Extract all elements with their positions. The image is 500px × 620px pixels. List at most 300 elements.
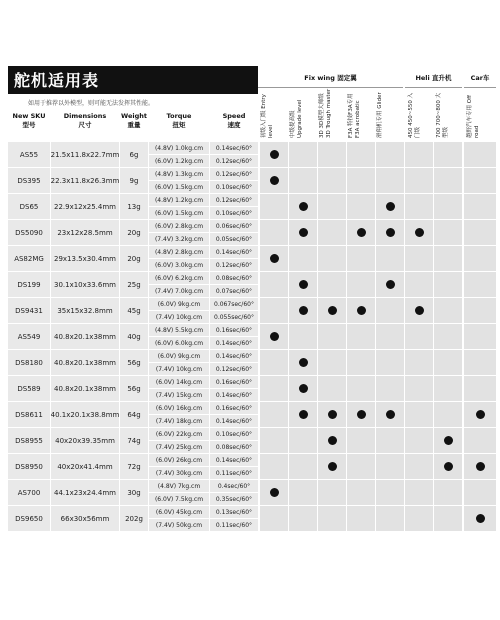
speed-value: 0.14sec/60° (215, 456, 253, 464)
col-car-offroad (467, 88, 481, 138)
category-mark-cell (318, 220, 346, 245)
speed-cell (210, 402, 258, 427)
speed-value: 0.14sec/60° (215, 339, 253, 347)
speed-cell (210, 428, 258, 453)
category-mark-cell (376, 454, 404, 479)
category-mark-cell (405, 142, 433, 167)
speed-value: 0.07sec/60° (215, 287, 253, 295)
category-mark-cell (405, 246, 433, 271)
speed-value: 0.12sec/60° (215, 365, 253, 373)
category-mark-cell (318, 246, 346, 271)
sku-cell: AS549 (8, 324, 50, 349)
speed-value: 0.12sec/60° (215, 157, 253, 165)
category-mark-cell (434, 298, 462, 323)
category-mark-cell (405, 454, 433, 479)
sku-cell: DS8611 (8, 402, 50, 427)
col-fw-glider (377, 88, 391, 138)
category-mark-cell (347, 324, 375, 349)
speed-value: 0.05sec/60° (215, 235, 253, 243)
col-fw-entry (261, 88, 275, 138)
col-car-offroad-label: 越野汽车专用 Off road (467, 95, 480, 138)
category-mark-cell (347, 272, 375, 297)
sku-cell: DS395 (8, 168, 50, 193)
speed-value: 0.12sec/60° (215, 261, 253, 269)
col-fw-3d (319, 88, 333, 138)
speed-value: 0.14sec/60° (215, 352, 253, 360)
category-mark-cell (434, 480, 462, 505)
weight-cell: 6g (120, 142, 148, 167)
category-mark-cell (260, 168, 288, 193)
suitable-dot-icon (299, 410, 308, 419)
suitable-dot-icon (328, 410, 337, 419)
category-mark-cell (318, 402, 346, 427)
torque-cell (149, 142, 209, 167)
col-sku-en: New SKU (12, 112, 46, 120)
col-fw-f3a-label: F3A 特技F3A专用 F3A acrobatic (348, 93, 361, 138)
speed-value: 0.12sec/60° (215, 170, 253, 178)
category-mark-cell (464, 506, 496, 531)
table-row (8, 480, 496, 505)
category-mark-cell (376, 142, 404, 167)
category-mark-cell (347, 194, 375, 219)
torque-cell (149, 220, 209, 245)
category-mark-cell (464, 272, 496, 297)
group-car: Car车 (464, 67, 496, 88)
category-mark-cell (347, 402, 375, 427)
torque-cell (149, 402, 209, 427)
col-speed (210, 112, 258, 140)
category-mark-cell (289, 168, 317, 193)
category-mark-cell (318, 376, 346, 401)
dimensions-cell: 35x15x32.8mm (51, 298, 119, 323)
category-mark-cell (347, 480, 375, 505)
category-mark-cell (318, 168, 346, 193)
category-mark-cell (289, 506, 317, 531)
category-mark-cell (347, 220, 375, 245)
speed-value: 0.11sec/60° (215, 521, 253, 529)
speed-cell (210, 454, 258, 479)
usage-note: 如用于推荐以外模型，则可能无法发挥其性能。 (28, 100, 155, 107)
category-mark-cell (464, 376, 496, 401)
group-heli: Heli 直升机 (405, 67, 462, 88)
speed-value: 0.16sec/60° (215, 378, 253, 386)
category-mark-cell (434, 220, 462, 245)
dimensions-cell: 40.8x20.1x38mm (51, 324, 119, 349)
table-row (8, 350, 496, 375)
torque-value: (7.4V) 7.0kg.cm (154, 287, 204, 295)
category-mark-cell (318, 298, 346, 323)
torque-value: (6.0V) 45kg.cm (155, 508, 203, 516)
category-mark-cell (376, 324, 404, 349)
category-mark-cell (405, 272, 433, 297)
category-mark-cell (347, 376, 375, 401)
col-heli-450 (408, 88, 422, 138)
category-mark-cell (260, 142, 288, 167)
suitable-dot-icon (415, 228, 424, 237)
speed-value: 0.35sec/60° (215, 495, 253, 503)
suitable-dot-icon (357, 410, 366, 419)
col-heli-700 (436, 88, 450, 138)
weight-cell: 202g (120, 506, 148, 531)
suitable-dot-icon (386, 280, 395, 289)
category-mark-cell (347, 428, 375, 453)
speed-cell (210, 376, 258, 401)
col-fw-3d-label: 3D 3D模型大师级 3D Trough master (319, 88, 332, 138)
torque-value: (6.0V) 1.5kg.cm (154, 209, 204, 217)
category-mark-cell (289, 194, 317, 219)
table-row (8, 402, 496, 427)
category-mark-cell (347, 350, 375, 375)
dimensions-cell: 66x30x56mm (51, 506, 119, 531)
category-mark-cell (464, 220, 496, 245)
col-speed-en: Speed (222, 112, 246, 120)
category-mark-cell (289, 376, 317, 401)
suitable-dot-icon (386, 410, 395, 419)
category-mark-cell (464, 298, 496, 323)
sku-cell: AS700 (8, 480, 50, 505)
category-mark-cell (260, 220, 288, 245)
speed-value: 0.10sec/60° (215, 430, 253, 438)
group-fixwing: Fix wing 固定翼 (258, 67, 403, 88)
category-mark-cell (289, 402, 317, 427)
category-mark-cell (464, 428, 496, 453)
dimensions-cell: 40.8x20.1x38mm (51, 350, 119, 375)
speed-cell (210, 298, 258, 323)
table-row (8, 168, 496, 193)
category-mark-cell (289, 142, 317, 167)
page-title: 舵机适用表 (14, 71, 100, 90)
category-mark-cell (405, 402, 433, 427)
category-mark-cell (289, 272, 317, 297)
category-mark-cell (464, 324, 496, 349)
category-mark-cell (318, 480, 346, 505)
category-mark-cell (405, 506, 433, 531)
torque-value: (6.0V) 6.0kg.cm (154, 339, 204, 347)
col-heli-450-label: 450 450~550 入门级 (408, 92, 421, 138)
category-mark-cell (405, 428, 433, 453)
category-mark-cell (464, 168, 496, 193)
suitable-dot-icon (270, 488, 279, 497)
col-fw-f3a (348, 88, 362, 138)
col-heli-700-label: 700 700~800 大型级 (436, 92, 449, 138)
suitable-dot-icon (270, 150, 279, 159)
category-mark-cell (260, 506, 288, 531)
dimensions-cell: 30.1x10x33.6mm (51, 272, 119, 297)
col-fw-upgrade-label: 中级提高级 Upgrade level (290, 99, 303, 138)
speed-cell (210, 272, 258, 297)
category-mark-cell (260, 428, 288, 453)
category-mark-cell (464, 142, 496, 167)
col-torque-zh: 扭矩 (172, 121, 186, 129)
weight-cell: 45g (120, 298, 148, 323)
category-mark-cell (289, 454, 317, 479)
suitable-dot-icon (476, 410, 485, 419)
category-mark-cell (260, 454, 288, 479)
suitable-dot-icon (299, 228, 308, 237)
speed-cell (210, 168, 258, 193)
speed-value: 0.067sec/60° (214, 300, 254, 308)
table-row (8, 324, 496, 349)
table-row (8, 298, 496, 323)
weight-cell: 40g (120, 324, 148, 349)
speed-value: 0.14sec/60° (215, 248, 253, 256)
category-mark-cell (464, 402, 496, 427)
torque-cell (149, 168, 209, 193)
col-dimensions (51, 112, 119, 140)
suitable-dot-icon (299, 358, 308, 367)
col-weight-en: Weight (121, 112, 147, 120)
weight-cell: 20g (120, 246, 148, 271)
torque-value: (6.0V) 9kg.cm (157, 300, 201, 308)
dimensions-cell: 44.1x23x24.4mm (51, 480, 119, 505)
torque-cell (149, 272, 209, 297)
suitable-dot-icon (299, 202, 308, 211)
dimensions-cell: 40.1x20.1x38.8mm (51, 402, 119, 427)
torque-value: (4.8V) 1.3kg.cm (154, 170, 204, 178)
suitable-dot-icon (415, 306, 424, 315)
category-mark-cell (260, 194, 288, 219)
torque-cell (149, 246, 209, 271)
col-torque-en: Torque (166, 112, 192, 120)
category-mark-cell (260, 324, 288, 349)
weight-cell: 64g (120, 402, 148, 427)
title-bar (8, 66, 258, 94)
speed-cell (210, 142, 258, 167)
category-mark-cell (347, 506, 375, 531)
dimensions-cell: 23x12x28.5mm (51, 220, 119, 245)
category-mark-cell (318, 428, 346, 453)
category-mark-cell (434, 246, 462, 271)
col-sku (8, 112, 50, 140)
suitable-dot-icon (328, 436, 337, 445)
suitable-dot-icon (476, 514, 485, 523)
torque-value: (6.0V) 22kg.cm (155, 430, 203, 438)
col-fw-entry-label: 初级入门级 Entry level (261, 94, 274, 138)
torque-value: (7.4V) 30kg.cm (155, 469, 203, 477)
category-mark-cell (376, 428, 404, 453)
category-mark-cell (434, 402, 462, 427)
torque-cell (149, 324, 209, 349)
category-mark-cell (289, 220, 317, 245)
sku-cell: DS65 (8, 194, 50, 219)
category-mark-cell (318, 272, 346, 297)
category-mark-cell (405, 168, 433, 193)
dimensions-cell: 40x20x39.35mm (51, 428, 119, 453)
sku-cell: AS82MG (8, 246, 50, 271)
category-mark-cell (318, 142, 346, 167)
torque-value: (6.0V) 26kg.cm (155, 456, 203, 464)
table-row (8, 142, 496, 167)
table-row (8, 194, 496, 219)
category-mark-cell (464, 350, 496, 375)
speed-value: 0.11sec/60° (215, 469, 253, 477)
table-row (8, 272, 496, 297)
col-sku-zh: 型号 (22, 121, 36, 129)
sku-cell: DS589 (8, 376, 50, 401)
torque-value: (7.4V) 3.2kg.cm (154, 235, 204, 243)
category-mark-cell (347, 142, 375, 167)
torque-value: (7.4V) 50kg.cm (155, 521, 203, 529)
category-mark-cell (405, 480, 433, 505)
category-mark-cell (318, 324, 346, 349)
weight-cell: 25g (120, 272, 148, 297)
torque-value: (4.8V) 7kg.cm (157, 482, 201, 490)
torque-value: (6.0V) 16kg.cm (155, 404, 203, 412)
torque-value: (7.4V) 10kg.cm (155, 365, 203, 373)
category-mark-cell (376, 298, 404, 323)
category-mark-cell (464, 454, 496, 479)
weight-cell: 30g (120, 480, 148, 505)
speed-value: 0.16sec/60° (215, 326, 253, 334)
col-weight (120, 112, 148, 140)
table-row (8, 506, 496, 531)
speed-value: 0.14sec/60° (215, 144, 253, 152)
sku-cell: DS199 (8, 272, 50, 297)
category-mark-cell (318, 506, 346, 531)
torque-value: (7.4V) 25kg.cm (155, 443, 203, 451)
sku-cell: DS9650 (8, 506, 50, 531)
category-mark-cell (289, 350, 317, 375)
category-mark-cell (376, 402, 404, 427)
speed-value: 0.12sec/60° (215, 196, 253, 204)
torque-value: (6.0V) 2.8kg.cm (154, 222, 204, 230)
category-mark-cell (376, 480, 404, 505)
speed-cell (210, 246, 258, 271)
speed-cell (210, 324, 258, 349)
sku-cell: DS5090 (8, 220, 50, 245)
category-mark-cell (347, 454, 375, 479)
category-mark-cell (405, 324, 433, 349)
dimensions-cell: 22.9x12x25.4mm (51, 194, 119, 219)
speed-cell (210, 480, 258, 505)
torque-cell (149, 194, 209, 219)
category-mark-cell (260, 376, 288, 401)
weight-cell: 13g (120, 194, 148, 219)
torque-value: (4.8V) 1.0kg.cm (154, 144, 204, 152)
category-mark-cell (405, 350, 433, 375)
category-mark-cell (405, 220, 433, 245)
col-dim-zh: 尺寸 (78, 121, 92, 129)
suitable-dot-icon (444, 462, 453, 471)
category-mark-cell (434, 454, 462, 479)
category-mark-cell (376, 506, 404, 531)
torque-value: (7.4V) 18kg.cm (155, 417, 203, 425)
category-mark-cell (376, 246, 404, 271)
speed-value: 0.06sec/60° (215, 222, 253, 230)
torque-cell (149, 376, 209, 401)
dimensions-cell: 29x13.5x30.4mm (51, 246, 119, 271)
category-mark-cell (464, 194, 496, 219)
suitable-dot-icon (270, 176, 279, 185)
col-torque (149, 112, 209, 140)
suitable-dot-icon (357, 306, 366, 315)
weight-cell: 56g (120, 376, 148, 401)
category-mark-cell (434, 194, 462, 219)
weight-cell: 56g (120, 350, 148, 375)
category-mark-cell (260, 298, 288, 323)
speed-cell (210, 220, 258, 245)
speed-value: 0.16sec/60° (215, 404, 253, 412)
category-mark-cell (289, 246, 317, 271)
suitable-dot-icon (270, 254, 279, 263)
col-weight-zh: 重量 (127, 121, 141, 129)
torque-cell (149, 454, 209, 479)
sku-cell: DS9431 (8, 298, 50, 323)
category-mark-cell (434, 428, 462, 453)
col-dim-en: Dimensions (63, 112, 107, 120)
category-mark-cell (376, 220, 404, 245)
weight-cell: 9g (120, 168, 148, 193)
suitable-dot-icon (299, 280, 308, 289)
col-fw-upgrade (290, 88, 304, 138)
torque-value: (6.0V) 3.0kg.cm (154, 261, 204, 269)
dimensions-cell: 40x20x41.4mm (51, 454, 119, 479)
torque-value: (6.0V) 14kg.cm (155, 378, 203, 386)
category-mark-cell (318, 454, 346, 479)
torque-value: (7.4V) 15kg.cm (155, 391, 203, 399)
category-mark-cell (464, 480, 496, 505)
dimensions-cell: 21.5x11.8x22.7mm (51, 142, 119, 167)
category-mark-cell (347, 246, 375, 271)
torque-value: (6.0V) 1.2kg.cm (154, 157, 204, 165)
speed-value: 0.08sec/60° (215, 443, 253, 451)
torque-cell (149, 506, 209, 531)
category-mark-cell (405, 376, 433, 401)
suitable-dot-icon (386, 202, 395, 211)
sku-cell: AS55 (8, 142, 50, 167)
category-mark-cell (289, 298, 317, 323)
category-mark-cell (260, 246, 288, 271)
sku-cell: DS8180 (8, 350, 50, 375)
speed-cell (210, 194, 258, 219)
weight-cell: 20g (120, 220, 148, 245)
suitable-dot-icon (299, 306, 308, 315)
speed-value: 0.14sec/60° (215, 391, 253, 399)
category-mark-cell (376, 376, 404, 401)
torque-value: (4.8V) 1.2kg.cm (154, 196, 204, 204)
col-speed-zh: 速度 (227, 121, 241, 129)
category-mark-cell (434, 376, 462, 401)
table-row (8, 246, 496, 271)
table-row (8, 454, 496, 479)
torque-value: (6.0V) 9kg.cm (157, 352, 201, 360)
torque-value: (6.0V) 6.2kg.cm (154, 274, 204, 282)
suitable-dot-icon (328, 306, 337, 315)
category-mark-cell (260, 272, 288, 297)
speed-value: 0.10sec/60° (215, 209, 253, 217)
torque-value: (4.8V) 5.5kg.cm (154, 326, 204, 334)
suitable-dot-icon (328, 462, 337, 471)
category-mark-cell (289, 428, 317, 453)
category-mark-cell (434, 350, 462, 375)
category-mark-cell (434, 168, 462, 193)
table-row (8, 428, 496, 453)
category-mark-cell (405, 194, 433, 219)
col-fw-glider-label: 滑翔机专用 Glider (377, 92, 383, 138)
category-mark-cell (376, 350, 404, 375)
speed-value: 0.055sec/60° (214, 313, 254, 321)
torque-value: (4.8V) 2.8kg.cm (154, 248, 204, 256)
category-mark-cell (376, 272, 404, 297)
suitable-dot-icon (476, 462, 485, 471)
speed-cell (210, 350, 258, 375)
weight-cell: 74g (120, 428, 148, 453)
torque-value: (7.4V) 10kg.cm (155, 313, 203, 321)
category-mark-cell (376, 168, 404, 193)
torque-cell (149, 350, 209, 375)
category-mark-cell (405, 298, 433, 323)
category-mark-cell (464, 246, 496, 271)
